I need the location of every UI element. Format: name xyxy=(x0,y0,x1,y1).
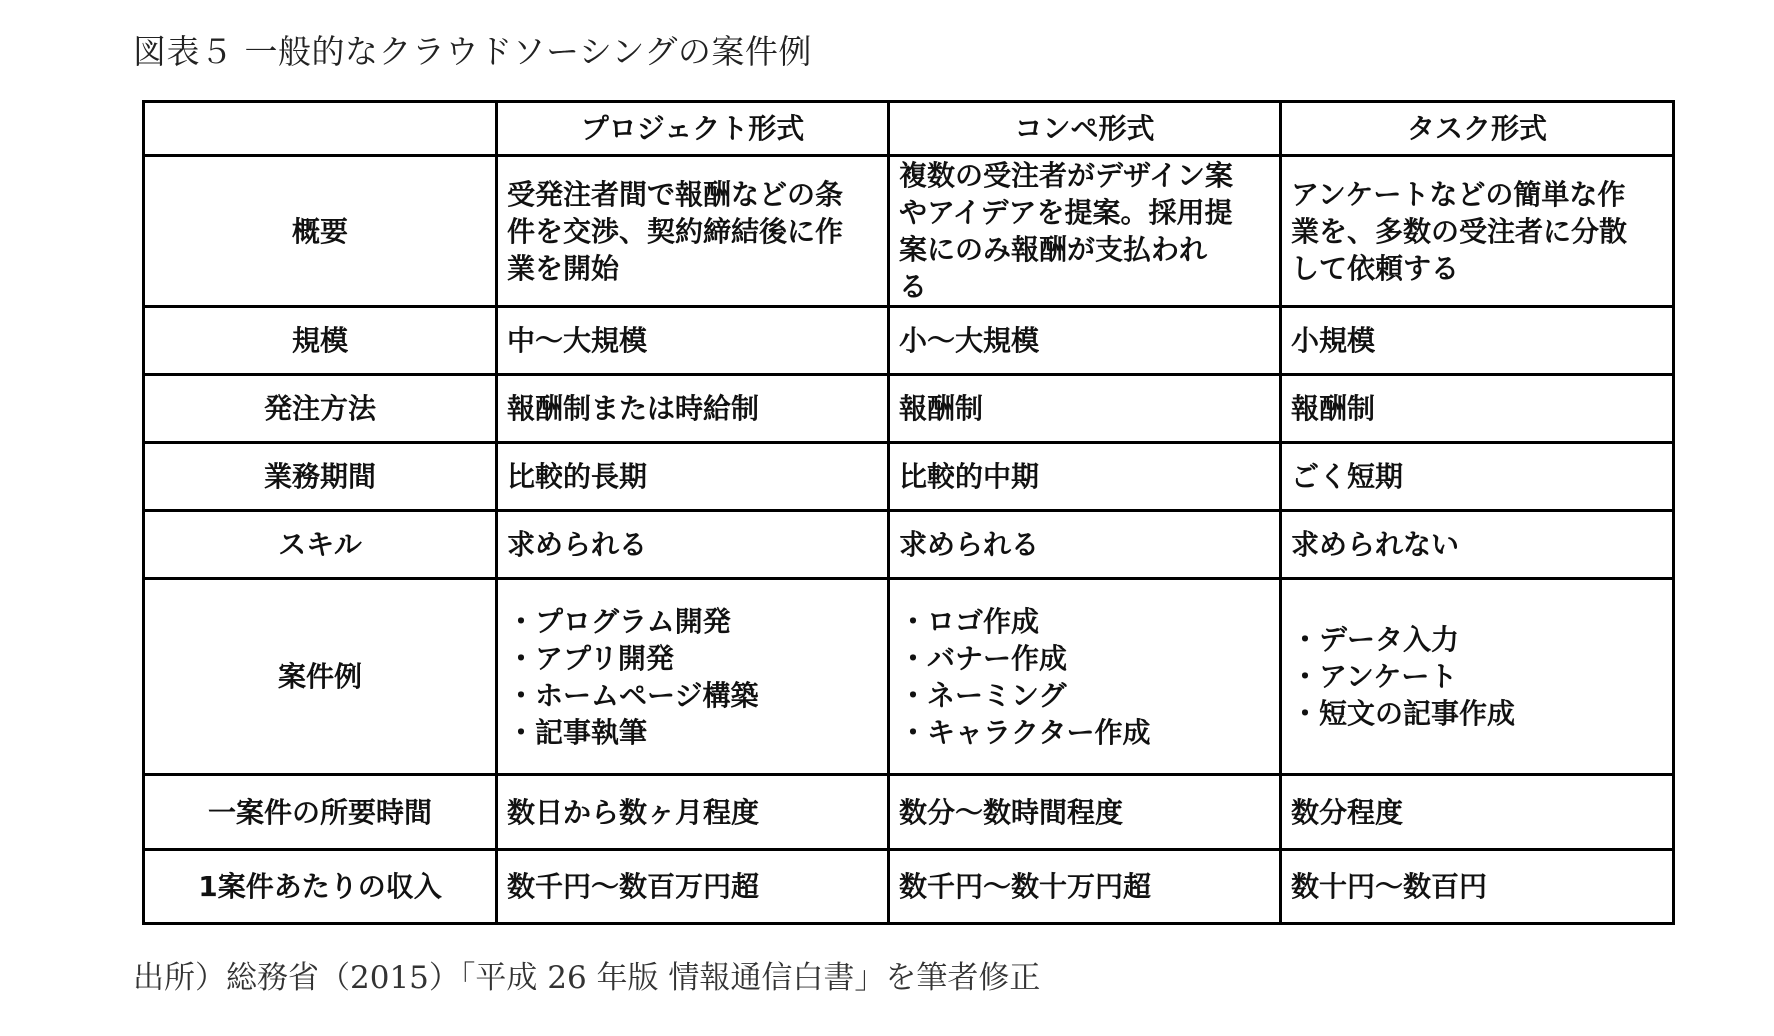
income-task-cell: 数十円～数百円 xyxy=(1281,850,1674,924)
overview-contest-cell xyxy=(889,156,1281,307)
overview-project-line: 件を交渉、契約締結後に作 xyxy=(507,214,844,248)
example-item: ・短文の記事作成 xyxy=(1291,697,1516,730)
time-required-contest-cell: 数分～数時間程度 xyxy=(889,775,1281,850)
example-item: ・ネーミング xyxy=(899,678,1067,712)
overview-task-cell xyxy=(1281,156,1674,307)
overview-project-line: 業を開始 xyxy=(507,251,620,285)
overview-task-line: して依頼する xyxy=(1291,251,1460,285)
row-label-order-method: 発注方法 xyxy=(144,375,497,443)
overview-contest-line: やアイデアを提案。採用提 xyxy=(899,196,1233,229)
scale-project-cell: 中～大規模 xyxy=(497,307,889,375)
time-required-project-cell: 数日から数ヶ月程度 xyxy=(497,775,889,850)
table-row-order-method xyxy=(144,375,1674,443)
example-item: ・ロゴ作成 xyxy=(899,604,1040,638)
table-header-row xyxy=(144,102,1674,156)
overview-contest-line: 複数の受注者がデザイン案 xyxy=(899,159,1234,192)
row-label-skill: スキル xyxy=(144,511,497,579)
examples-project-cell xyxy=(497,579,889,775)
overview-project-cell xyxy=(497,156,889,307)
row-label-scale: 規模 xyxy=(144,307,497,375)
example-item: ・アプリ開発 xyxy=(507,641,674,675)
examples-task-cell xyxy=(1281,579,1674,775)
header-task: タスク形式 xyxy=(1281,102,1674,156)
example-item: ・プログラム開発 xyxy=(507,604,731,638)
order-method-task-cell: 報酬制 xyxy=(1281,375,1674,443)
overview-task-line: アンケートなどの簡単な作 xyxy=(1291,177,1626,211)
skill-task-cell: 求められない xyxy=(1281,511,1674,579)
source-citation: 出所）総務省（2015）「平成 26 年版 情報通信白書」を筆者修正 xyxy=(133,960,1041,996)
income-contest-cell: 数千円～数十万円超 xyxy=(889,850,1281,924)
skill-project-cell: 求められる xyxy=(497,511,889,579)
table-row-skill xyxy=(144,511,1674,579)
header-project: プロジェクト形式 xyxy=(497,102,889,156)
comparison-table xyxy=(142,100,1675,925)
row-label-overview: 概要 xyxy=(144,156,497,307)
table-row-overview xyxy=(144,156,1674,307)
work-period-project-cell: 比較的長期 xyxy=(497,443,889,511)
example-item: ・ホームページ構築 xyxy=(507,678,759,712)
row-label-income: 1案件あたりの収入 xyxy=(144,850,497,924)
example-item: ・データ入力 xyxy=(1291,623,1460,656)
row-label-work-period: 業務期間 xyxy=(144,443,497,511)
time-required-task-cell: 数分程度 xyxy=(1281,775,1674,850)
work-period-task-cell: ごく短期 xyxy=(1281,443,1674,511)
example-item: ・アンケート xyxy=(1291,660,1458,693)
overview-task-line: 業を、多数の受注者に分散 xyxy=(1291,214,1628,248)
skill-contest-cell: 求められる xyxy=(889,511,1281,579)
table-row-examples xyxy=(144,579,1674,775)
header-corner-cell xyxy=(144,102,497,156)
order-method-project-cell: 報酬制または時給制 xyxy=(497,375,889,443)
example-item: ・記事執筆 xyxy=(507,715,648,749)
row-label-time-required: 一案件の所要時間 xyxy=(144,775,497,850)
scale-contest-cell: 小～大規模 xyxy=(889,307,1281,375)
example-item: ・キャラクター作成 xyxy=(899,715,1151,749)
example-item: ・バナー作成 xyxy=(899,641,1068,675)
work-period-contest-cell: 比較的中期 xyxy=(889,443,1281,511)
overview-project-line: 受発注者間で報酬などの条 xyxy=(507,177,844,211)
table-row-work-period xyxy=(144,443,1674,511)
examples-contest-cell xyxy=(889,579,1281,775)
overview-contest-line: る xyxy=(899,270,928,303)
order-method-contest-cell: 報酬制 xyxy=(889,375,1281,443)
table-row-scale xyxy=(144,307,1674,375)
scale-task-cell: 小規模 xyxy=(1281,307,1674,375)
row-label-examples: 案件例 xyxy=(144,579,497,775)
table-row-time-required xyxy=(144,775,1674,850)
income-project-cell: 数千円～数百万円超 xyxy=(497,850,889,924)
figure-title: 図表５ 一般的なクラウドソーシングの案件例 xyxy=(133,32,812,71)
table-row-income xyxy=(144,850,1674,924)
overview-contest-line: 案にのみ報酬が支払われ xyxy=(899,233,1208,266)
header-contest: コンペ形式 xyxy=(889,102,1281,156)
